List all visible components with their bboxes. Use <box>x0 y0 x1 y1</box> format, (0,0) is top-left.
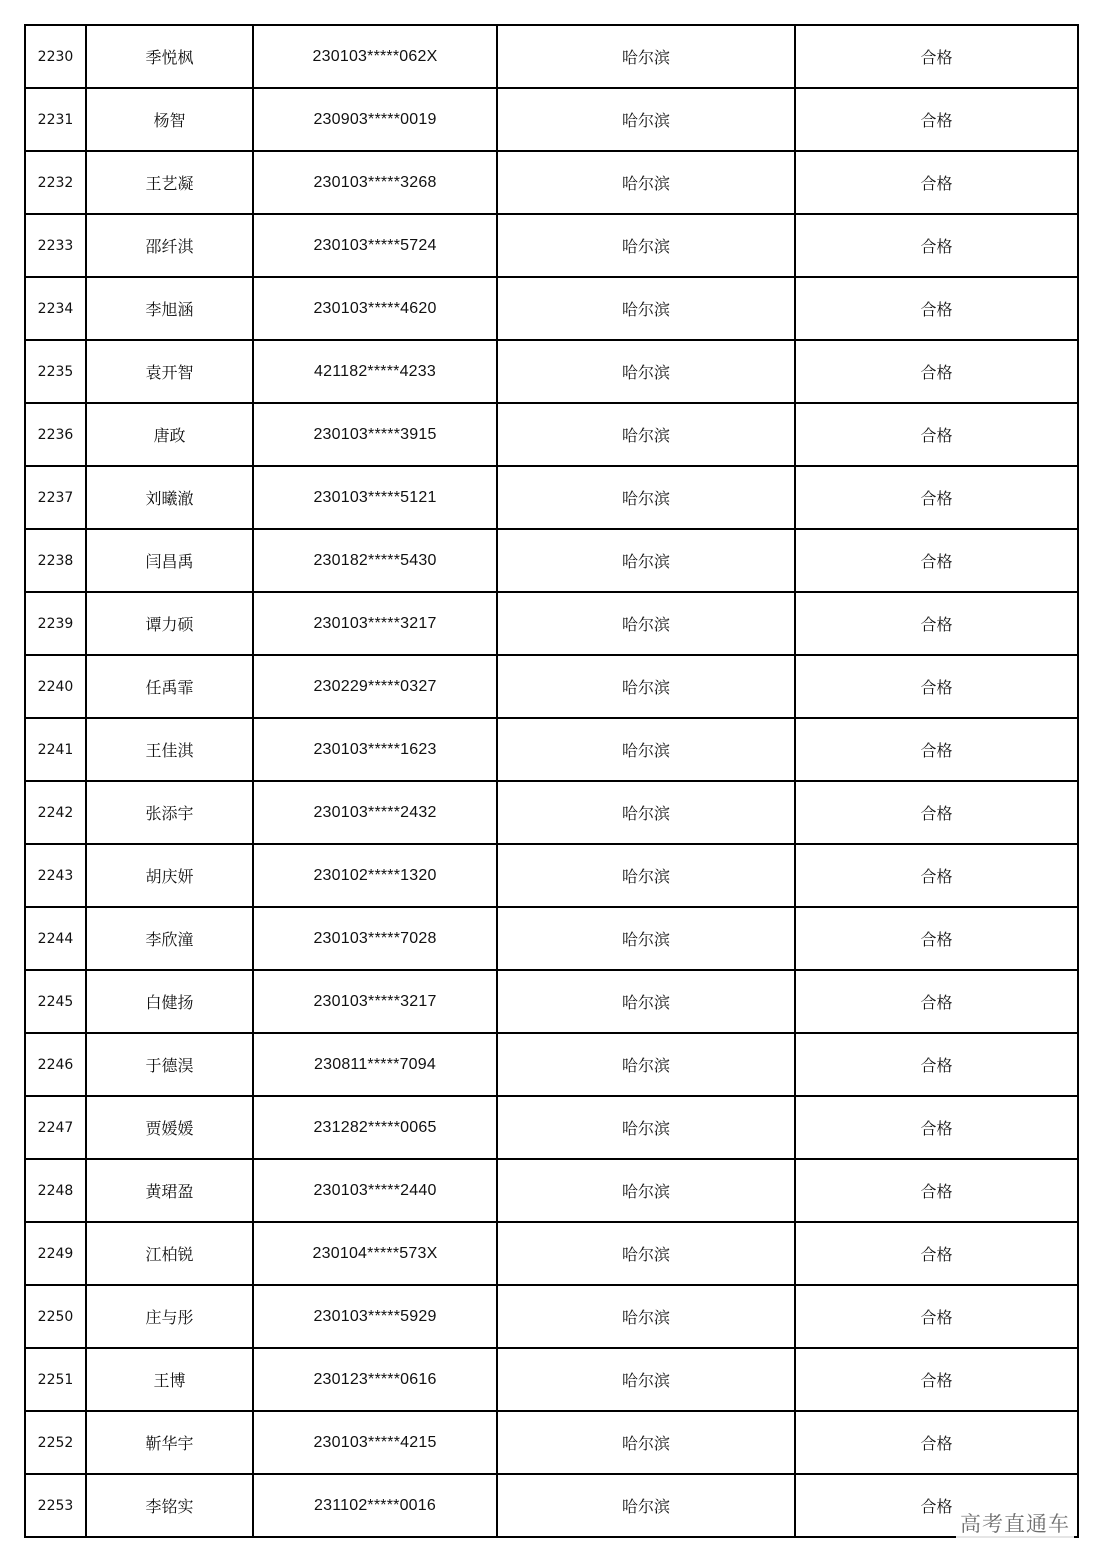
candidate-name-cell: 张添宇 <box>86 781 253 844</box>
city-cell: 哈尔滨 <box>497 844 795 907</box>
table-row <box>25 340 1078 403</box>
table-row <box>25 781 1078 844</box>
city-cell: 哈尔滨 <box>497 1096 795 1159</box>
candidate-name-cell: 闫昌禹 <box>86 529 253 592</box>
result-cell: 合格 <box>795 655 1078 718</box>
city-cell: 哈尔滨 <box>497 403 795 466</box>
candidate-name-cell: 王艺凝 <box>86 151 253 214</box>
table-row <box>25 655 1078 718</box>
result-cell: 合格 <box>795 214 1078 277</box>
row-number-cell: 2247 <box>25 1096 86 1159</box>
id-number-cell: 230103*****7028 <box>253 907 497 970</box>
city-cell: 哈尔滨 <box>497 277 795 340</box>
city-cell: 哈尔滨 <box>497 1159 795 1222</box>
candidate-name-cell: 季悦枫 <box>86 25 253 88</box>
watermark: 高考直通车 <box>956 1506 1074 1540</box>
row-number-cell: 2234 <box>25 277 86 340</box>
id-number-cell: 230103*****4215 <box>253 1411 497 1474</box>
id-number-cell: 230903*****0019 <box>253 88 497 151</box>
candidate-name-cell: 刘曦澈 <box>86 466 253 529</box>
city-cell: 哈尔滨 <box>497 781 795 844</box>
result-cell: 合格 <box>795 1159 1078 1222</box>
city-cell: 哈尔滨 <box>497 655 795 718</box>
result-cell: 合格 <box>795 907 1078 970</box>
id-number-cell: 230123*****0616 <box>253 1348 497 1411</box>
candidate-name-cell: 邵纤淇 <box>86 214 253 277</box>
id-number-cell: 230229*****0327 <box>253 655 497 718</box>
result-cell: 合格 <box>795 592 1078 655</box>
row-number-cell: 2253 <box>25 1474 86 1537</box>
result-cell: 合格 <box>795 718 1078 781</box>
row-number-cell: 2232 <box>25 151 86 214</box>
row-number-cell: 2243 <box>25 844 86 907</box>
result-cell: 合格 <box>795 1348 1078 1411</box>
id-number-cell: 230811*****7094 <box>253 1033 497 1096</box>
candidate-name-cell: 江柏锐 <box>86 1222 253 1285</box>
city-cell: 哈尔滨 <box>497 214 795 277</box>
city-cell: 哈尔滨 <box>497 1411 795 1474</box>
row-number-cell: 2233 <box>25 214 86 277</box>
result-cell: 合格 <box>795 844 1078 907</box>
candidate-name-cell: 杨智 <box>86 88 253 151</box>
table-row <box>25 970 1078 1033</box>
table-row <box>25 1285 1078 1348</box>
row-number-cell: 2237 <box>25 466 86 529</box>
id-number-cell: 230103*****3217 <box>253 970 497 1033</box>
result-cell: 合格 <box>795 466 1078 529</box>
city-cell: 哈尔滨 <box>497 151 795 214</box>
row-number-cell: 2242 <box>25 781 86 844</box>
table-row <box>25 1033 1078 1096</box>
city-cell: 哈尔滨 <box>497 1285 795 1348</box>
result-cell: 合格 <box>795 403 1078 466</box>
candidate-name-cell: 任禹霏 <box>86 655 253 718</box>
table-row <box>25 718 1078 781</box>
table-row <box>25 592 1078 655</box>
result-cell: 合格 <box>795 1411 1078 1474</box>
id-number-cell: 231102*****0016 <box>253 1474 497 1537</box>
id-number-cell: 230103*****062X <box>253 25 497 88</box>
row-number-cell: 2244 <box>25 907 86 970</box>
candidate-name-cell: 贾媛媛 <box>86 1096 253 1159</box>
city-cell: 哈尔滨 <box>497 1222 795 1285</box>
row-number-cell: 2250 <box>25 1285 86 1348</box>
city-cell: 哈尔滨 <box>497 1033 795 1096</box>
row-number-cell: 2251 <box>25 1348 86 1411</box>
candidate-name-cell: 靳华宇 <box>86 1411 253 1474</box>
id-number-cell: 230103*****2432 <box>253 781 497 844</box>
id-number-cell: 230103*****5121 <box>253 466 497 529</box>
result-cell: 合格 <box>795 25 1078 88</box>
candidate-name-cell: 王博 <box>86 1348 253 1411</box>
id-number-cell: 421182*****4233 <box>253 340 497 403</box>
id-number-cell: 230103*****3217 <box>253 592 497 655</box>
row-number-cell: 2252 <box>25 1411 86 1474</box>
table-row <box>25 1474 1078 1537</box>
city-cell: 哈尔滨 <box>497 970 795 1033</box>
row-number-cell: 2249 <box>25 1222 86 1285</box>
city-cell: 哈尔滨 <box>497 592 795 655</box>
table-row <box>25 1096 1078 1159</box>
result-cell: 合格 <box>795 1096 1078 1159</box>
row-number-cell: 2238 <box>25 529 86 592</box>
id-number-cell: 230103*****5724 <box>253 214 497 277</box>
candidate-name-cell: 白健扬 <box>86 970 253 1033</box>
row-number-cell: 2248 <box>25 1159 86 1222</box>
table-row <box>25 88 1078 151</box>
table-row <box>25 1411 1078 1474</box>
id-number-cell: 230103*****5929 <box>253 1285 497 1348</box>
candidate-name-cell: 袁开智 <box>86 340 253 403</box>
result-cell: 合格 <box>795 340 1078 403</box>
result-cell: 合格 <box>795 151 1078 214</box>
table-row <box>25 214 1078 277</box>
id-number-cell: 230104*****573X <box>253 1222 497 1285</box>
result-cell: 合格 <box>795 970 1078 1033</box>
roster-body <box>25 25 1078 1537</box>
city-cell: 哈尔滨 <box>497 88 795 151</box>
table-row <box>25 844 1078 907</box>
row-number-cell: 2245 <box>25 970 86 1033</box>
result-cell: 合格 <box>795 88 1078 151</box>
result-cell: 合格 <box>795 529 1078 592</box>
table-row <box>25 277 1078 340</box>
id-number-cell: 230103*****3915 <box>253 403 497 466</box>
table-row <box>25 25 1078 88</box>
id-number-cell: 230103*****1623 <box>253 718 497 781</box>
row-number-cell: 2231 <box>25 88 86 151</box>
candidate-name-cell: 黄珺盈 <box>86 1159 253 1222</box>
result-cell: 合格 <box>795 781 1078 844</box>
city-cell: 哈尔滨 <box>497 1474 795 1537</box>
city-cell: 哈尔滨 <box>497 907 795 970</box>
roster-table <box>24 24 1079 1538</box>
row-number-cell: 2235 <box>25 340 86 403</box>
result-cell: 合格 <box>795 1222 1078 1285</box>
table-row <box>25 907 1078 970</box>
row-number-cell: 2239 <box>25 592 86 655</box>
table-row <box>25 1222 1078 1285</box>
id-number-cell: 230182*****5430 <box>253 529 497 592</box>
row-number-cell: 2246 <box>25 1033 86 1096</box>
row-number-cell: 2240 <box>25 655 86 718</box>
city-cell: 哈尔滨 <box>497 1348 795 1411</box>
candidate-name-cell: 谭力硕 <box>86 592 253 655</box>
candidate-name-cell: 唐政 <box>86 403 253 466</box>
table-row <box>25 529 1078 592</box>
city-cell: 哈尔滨 <box>497 25 795 88</box>
row-number-cell: 2230 <box>25 25 86 88</box>
table-row <box>25 151 1078 214</box>
id-number-cell: 230103*****2440 <box>253 1159 497 1222</box>
candidate-name-cell: 李旭涵 <box>86 277 253 340</box>
id-number-cell: 231282*****0065 <box>253 1096 497 1159</box>
city-cell: 哈尔滨 <box>497 718 795 781</box>
id-number-cell: 230103*****3268 <box>253 151 497 214</box>
candidate-name-cell: 庄与彤 <box>86 1285 253 1348</box>
candidate-name-cell: 李欣潼 <box>86 907 253 970</box>
city-cell: 哈尔滨 <box>497 466 795 529</box>
id-number-cell: 230102*****1320 <box>253 844 497 907</box>
id-number-cell: 230103*****4620 <box>253 277 497 340</box>
row-number-cell: 2236 <box>25 403 86 466</box>
candidate-name-cell: 李铭实 <box>86 1474 253 1537</box>
result-cell: 合格 <box>795 1474 1078 1537</box>
city-cell: 哈尔滨 <box>497 529 795 592</box>
row-number-cell: 2241 <box>25 718 86 781</box>
candidate-name-cell: 于德淏 <box>86 1033 253 1096</box>
table-row <box>25 1159 1078 1222</box>
table-row <box>25 1348 1078 1411</box>
candidate-name-cell: 王佳淇 <box>86 718 253 781</box>
result-cell: 合格 <box>795 1033 1078 1096</box>
result-cell: 合格 <box>795 277 1078 340</box>
city-cell: 哈尔滨 <box>497 340 795 403</box>
table-row <box>25 403 1078 466</box>
candidate-name-cell: 胡庆妍 <box>86 844 253 907</box>
table-row <box>25 466 1078 529</box>
result-cell: 合格 <box>795 1285 1078 1348</box>
